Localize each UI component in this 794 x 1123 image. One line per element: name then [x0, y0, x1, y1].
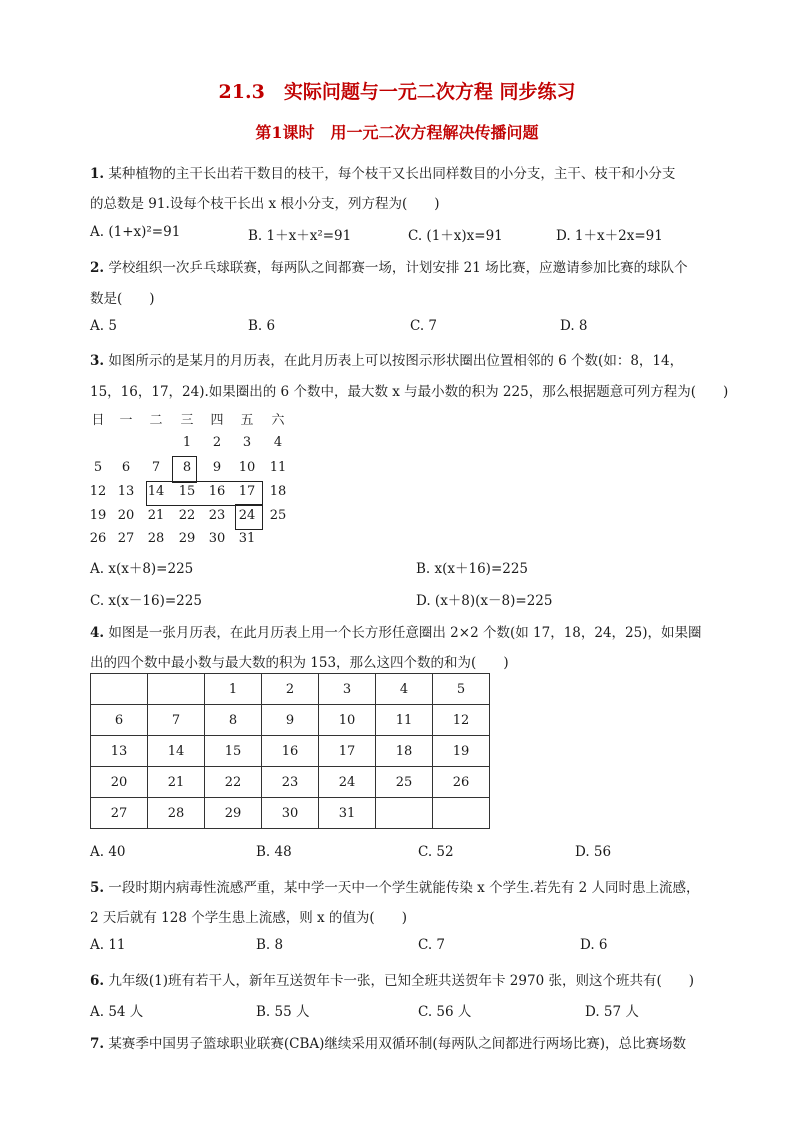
calendar-weekday: 四: [210, 413, 224, 428]
table-cell: [433, 798, 490, 829]
table-row: [91, 674, 490, 705]
table-cell: 15: [205, 736, 262, 767]
calendar-day: 31: [238, 531, 256, 546]
table-row: [91, 736, 490, 767]
question-text: 如图所示的是某月的月历表，在此月历表上可以按图示形状圈出位置相邻的 6 个数(如：8，14，: [108, 353, 684, 369]
table-cell: 12: [433, 705, 490, 736]
option-a: A. 54 人: [90, 1004, 144, 1020]
calendar-day: 5: [93, 460, 103, 475]
option-a: A. 5: [90, 318, 117, 334]
calendar-day: 10: [238, 460, 256, 475]
table-cell: 14: [148, 736, 205, 767]
table-cell: 6: [91, 705, 148, 736]
calendar-day: 3: [242, 435, 252, 450]
calendar-weekday: 六: [271, 413, 285, 428]
table-cell: 8: [205, 705, 262, 736]
calendar-day: 18: [269, 484, 287, 499]
selection-outline-middle: [146, 481, 263, 506]
calendar-day: 16: [208, 484, 226, 499]
option-b: B. 48: [256, 844, 292, 860]
table-row: [91, 767, 490, 798]
table-cell: 9: [262, 705, 319, 736]
option-d: D. (x＋8)(x－8)=225: [416, 593, 553, 609]
calendar-day: 21: [147, 508, 165, 523]
calendar-weekday: 二: [149, 413, 163, 428]
question-text: 某赛季中国男子篮球职业联赛(CBA)继续采用双循环制(每两队之间都进行两场比赛)，总比赛场数: [108, 1036, 686, 1052]
table-cell: 7: [148, 705, 205, 736]
calendar-day: 15: [178, 484, 196, 499]
question-number: 2.: [90, 260, 105, 276]
calendar-day: 6: [121, 460, 131, 475]
selection-outline-bottom: [235, 504, 263, 530]
question-text: 数是( ): [90, 291, 155, 307]
table-cell: 5: [433, 674, 490, 705]
calendar-day: 26: [89, 531, 107, 546]
calendar-day: 19: [89, 508, 107, 523]
question-number: 4.: [90, 625, 105, 641]
table-cell: 20: [91, 767, 148, 798]
table-cell: 1: [205, 674, 262, 705]
calendar-table: [90, 673, 490, 829]
calendar-day: 8: [182, 460, 192, 475]
option-b: B. 8: [256, 937, 284, 953]
calendar-day: 23: [208, 508, 226, 523]
question-text: 如图是一张月历表，在此月历表上用一个长方形任意圈出 2×2 个数(如 17，18，24，25)，如果圈: [108, 625, 702, 641]
table-cell: 16: [262, 736, 319, 767]
calendar-day: 22: [178, 508, 196, 523]
option-b: B. 6: [248, 318, 276, 334]
calendar-day: 17: [238, 484, 256, 499]
option-c: C. 7: [410, 318, 438, 334]
calendar-day: 20: [117, 508, 135, 523]
option-a: A. (1+x)²=91: [90, 224, 181, 240]
calendar-day: 30: [208, 531, 226, 546]
option-b: B. x(x＋16)=225: [416, 561, 529, 577]
table-cell: [148, 674, 205, 705]
calendar-day: 7: [151, 460, 161, 475]
calendar-day: 29: [178, 531, 196, 546]
option-b: B. 1＋x＋x²=91: [248, 228, 352, 244]
table-cell: [91, 674, 148, 705]
calendar-weekday: 一: [119, 413, 133, 428]
option-b: B. 55 人: [256, 1004, 310, 1020]
calendar-day: 2: [212, 435, 222, 450]
question-text: 九年级(1)班有若干人，新年互送贺年卡一张，已知全班共送贺年卡 2970 张，则这个班共有( ): [108, 973, 694, 989]
table-cell: 11: [376, 705, 433, 736]
table-cell: 27: [91, 798, 148, 829]
question-text: 学校组织一次乒乓球联赛，每两队之间都赛一场，计划安排 21 场比赛，应邀请参加比赛的球队个: [108, 260, 688, 276]
calendar-day: 1: [182, 435, 192, 450]
selection-outline-top: [172, 456, 197, 483]
calendar-day: 13: [117, 484, 135, 499]
option-d: D. 8: [560, 318, 588, 334]
page-subtitle: 第1课时 用一元二次方程解决传播问题: [255, 123, 539, 142]
question-number: 1.: [90, 166, 105, 182]
option-d: D. 1＋x＋2x=91: [556, 228, 663, 244]
table-cell: 17: [319, 736, 376, 767]
table-cell: 31: [319, 798, 376, 829]
table-cell: 23: [262, 767, 319, 798]
calendar-day: 24: [238, 508, 256, 523]
option-c: C. 56 人: [418, 1004, 472, 1020]
question-text: 2 天后就有 128 个学生患上流感，则 x 的值为( ): [90, 910, 407, 926]
table-cell: 22: [205, 767, 262, 798]
question-number: 7.: [90, 1036, 105, 1052]
table-cell: 30: [262, 798, 319, 829]
table-cell: 13: [91, 736, 148, 767]
calendar-weekday: 三: [180, 413, 194, 428]
option-a: A. 11: [90, 937, 126, 953]
option-c: C. 7: [418, 937, 446, 953]
option-d: D. 6: [580, 937, 608, 953]
calendar-day: 4: [273, 435, 283, 450]
question-text: 15，16，17，24).如果圈出的 6 个数中，最大数 x 与最小数的积为 225，那么根据题意可列方程为( ): [90, 384, 729, 400]
table-cell: 24: [319, 767, 376, 798]
option-d: D. 57 人: [585, 1004, 639, 1020]
option-a: A. x(x＋8)=225: [90, 561, 194, 577]
table-cell: 4: [376, 674, 433, 705]
calendar-day: 11: [269, 460, 287, 475]
table-cell: 26: [433, 767, 490, 798]
table-cell: 2: [262, 674, 319, 705]
table-cell: 25: [376, 767, 433, 798]
question-number: 5.: [90, 880, 105, 896]
question-text: 的总数是 91.设每个枝干长出 x 根小分支，列方程为( ): [90, 196, 440, 212]
calendar-day: 25: [269, 508, 287, 523]
table-cell: 28: [148, 798, 205, 829]
table-cell: 29: [205, 798, 262, 829]
table-cell: 10: [319, 705, 376, 736]
option-a: A. 40: [90, 844, 126, 860]
calendar-weekday: 日: [91, 413, 105, 428]
question-number: 6.: [90, 973, 105, 989]
option-c: C. x(x－16)=225: [90, 593, 202, 609]
calendar-weekday: 五: [240, 413, 254, 428]
table-cell: 3: [319, 674, 376, 705]
calendar-day: 9: [212, 460, 222, 475]
question-text: 某种植物的主干长出若干数目的枝干，每个枝干又长出同样数目的小分支，主干、枝干和小分支: [108, 166, 676, 182]
calendar-day: 28: [147, 531, 165, 546]
calendar-day: 14: [147, 484, 165, 499]
question-text: 出的四个数中最小数与最大数的积为 153，那么这四个数的和为( ): [90, 655, 509, 671]
calendar-day: 27: [117, 531, 135, 546]
option-c: C. 52: [418, 844, 454, 860]
table-cell: 21: [148, 767, 205, 798]
page-title: 21.3 实际问题与一元二次方程 同步练习: [218, 81, 576, 103]
option-c: C. (1＋x)x=91: [408, 228, 503, 244]
option-d: D. 56: [575, 844, 612, 860]
table-row: [91, 798, 490, 829]
table-cell: 18: [376, 736, 433, 767]
table-cell: 19: [433, 736, 490, 767]
table-cell: [376, 798, 433, 829]
question-number: 3.: [90, 353, 105, 369]
calendar-day: 12: [89, 484, 107, 499]
table-row: [91, 705, 490, 736]
question-text: 一段时期内病毒性流感严重，某中学一天中一个学生就能传染 x 个学生.若先有 2 人同时患上流感，: [108, 880, 700, 896]
